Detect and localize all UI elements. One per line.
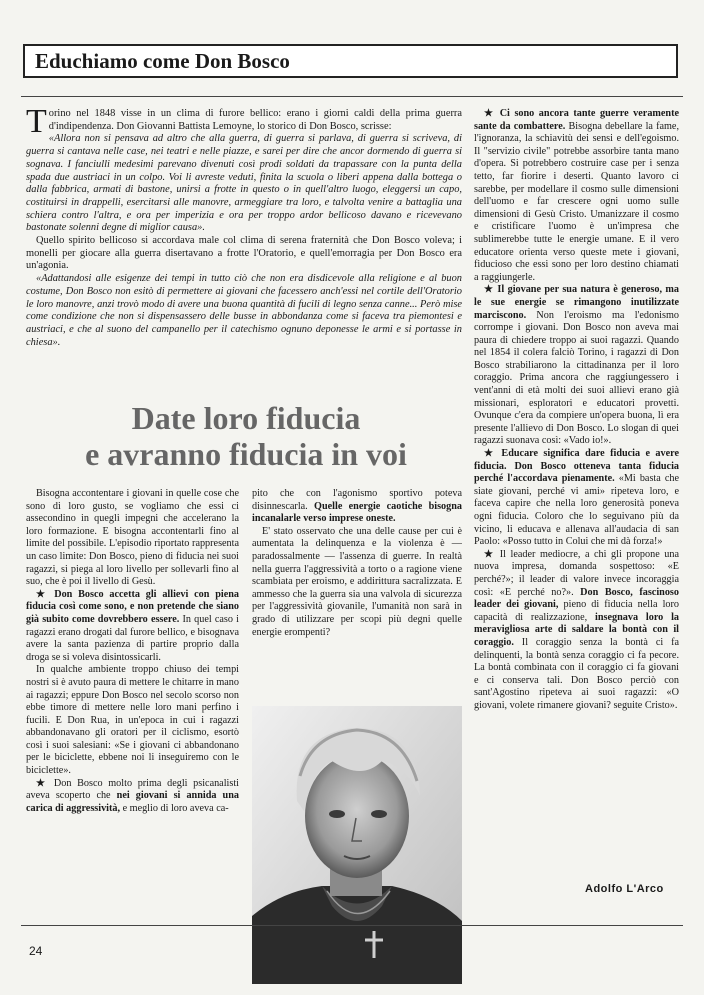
title-box bbox=[23, 44, 678, 78]
star-icon: ★ bbox=[484, 548, 496, 560]
intro-paragraph-1: Torino nel 1848 visse in un clima di furore bellico: erano i giorni caldi della prima guerra d'indipendenza. Don Giovanni Battista Lemoyne, lo storico di Don Bosco, scrisse: bbox=[26, 103, 462, 140]
column-2 bbox=[252, 488, 462, 639]
star-icon: ★ bbox=[484, 284, 494, 296]
headline-line-2: e avranno fiducia in voi bbox=[85, 436, 407, 472]
boy-portrait-photo bbox=[252, 706, 462, 984]
col2-paragraph-1: pito che con l'agonismo sportivo poteva disinnescarla. Quelle energie caotiche bisogna incanalarle verso imprese oneste. bbox=[252, 488, 462, 525]
col1-paragraph-2: ★ Don Bosco accetta gli allievi con piena fiducia così come sono, e non pretende che siano già subito come dovrebbero essere. In quel caso i ragazzi erano drogati dal furore bellico, e bisognava avere la santa pazienza di partire proprio dalla droga se si voleva disintossicarli. bbox=[26, 588, 240, 663]
page-number: 24 bbox=[29, 944, 43, 958]
page-title: Educhiamo come Don Bosco bbox=[35, 49, 290, 73]
intro-quote-1: «Allora non si pensava ad altro che alla guerra, di guerra si parlava, di guerra si scriveva, di guerra si cantava nelle case, nei teatri e nelle piazze, e sarei per dire che ancor dormendo di guerra si sognava. I fanciulli medesimi parevano divenuti così prodi soldati da trapassare con la punta della spada due austriaci in un colpo. Voi li avreste veduti, finita la scuola o liberi appena dalla bottega o dalla fabbrica, armati di bastone, unirsi a frotte in questo o in quell'altro luogo, eleggersi un capo, costituirsi in drappelli, esercitarsi alle manovre, armeggiare tra loro, e talvolta venire a battaglia una schiera contro l'altra, e ora per imperizia e ora per troppo ardor bellicoso davano e ricevevano bastonate solenni degne di miglior causa». bbox=[26, 133, 462, 234]
star-icon: ★ bbox=[484, 108, 496, 119]
col3-paragraph-3: ★ Educare significa dare fiducia e avere fiducia. Don Bosco otteneva tanta fiducia perché l'accordava pienamente. «Mi basta che siate giovani, perché vi ami» ripeteva loro, e faceva capire che nella loro generosità poneva ogni fiducia. Coloro che lo seguivano più da vicino, li educava e allenava all'audacia di san Paolo: «Posso tutto in Colui che mi dà forza!» bbox=[474, 448, 679, 548]
col1-paragraph-1: Bisogna accontentare i giovani in quelle cose che sono di loro gusto, se vogliamo che essi ci assecondino in quegli impegni che accelerano la loro formazione. E bisogna accontentarli fino al limite del possibile. L'episodio riportato rappresenta un caso limite: Don Bosco, pieno di fiducia nei suoi ragazzi, si piega al loro livello per sollevarli fino al suo, che è poi il livello di Gesù. bbox=[26, 488, 239, 588]
col2-paragraph-2: E' stato osservato che una delle cause per cui è aumentata la delinquenza e la violenza è — paradossalmente — l'assenza di guerre. In realtà nella guerra l'aggressività a torto o a ragione viene scambiata per eroismo, e addirittura sacralizzata. E ammesso che la guerra sia una valvola di sicurezza per l'aggressività giovanile, l'umanità non sarà in grado di utilizzare per scopi più degni quelle energie erompenti? bbox=[252, 525, 462, 638]
portrait-image bbox=[252, 706, 462, 984]
intro-quote-2: «Adattandosi alle esigenze dei tempi in tutto ciò che non era disdicevole alla religione e al buon costume, Don Bosco non esitò di permettere ai giovani che facessero anch'essi nel cortile dell'Oratorio le loro manovre, anzi trovò modo di avere una buona quantità di fucili di legno senza canne... Però mise come condizione che non si dispensassero delle busse in abbondanza come si faceva tra piemontesi e austriaci, e che al suono del campanello per il catechismo ognuno deponesse le armi e si portasse in chiesa». bbox=[26, 273, 462, 348]
top-rule bbox=[21, 96, 683, 97]
intro-paragraph-2: Quello spirito bellicoso si accordava male col clima di serena fraternità che Don Bosco voleva; i monelli per giocare alla guerra disertavano a frotte l'Oratorio, e quell'emorragia per Don Bosco era un'agonia. bbox=[26, 235, 462, 272]
col1-paragraph-3: In qualche ambiente troppo chiuso dei tempi nostri si è avuto paura di mettere le chitarre in mano ai ragazzi; eppure Don Bosco nel secolo scorso non ebbe timore di mettere nelle loro mani perfino i fucili. E Don Rua, in un'epoca in cui i ragazzi abbandonavano gli oratori per il ciclismo, esortò così i suoi salesiani: «Se i giovani ci abbandonano per le biciclette, ebbene noi li inseguiremo con le biciclette». bbox=[26, 664, 239, 777]
column-1 bbox=[26, 488, 239, 815]
author-signature: Adolfo L'Arco bbox=[585, 883, 664, 895]
star-icon: ★ bbox=[484, 448, 496, 460]
col3-paragraph-4: ★ Il leader mediocre, a chi gli propone una nuova impresa, domanda sospettoso: «E perché?»; il leader di valore invece incoraggia così: «E perché no?». Don Bosco, fascinoso leader dei giovani, pieno di fiducia nella loro capacità di realizzazione, insegnava loro la meravigliosa arte di saldare la bontà con il coraggio. Il coraggio senza la bontà ci fa delinquenti, la bontà senza coraggio ci fa pecore. La bontà combinata con il coraggio ci fa giovani e ci conserva tali. Don Bosco perciò con sant'Agostino ripeteva ai suoi ragazzi: «O giovani, volete rimanere giovani? seguite Cristo». bbox=[474, 548, 679, 711]
bottom-rule bbox=[21, 925, 683, 926]
star-icon: ★ bbox=[36, 588, 49, 600]
star-icon: ★ bbox=[36, 777, 49, 789]
intro-section bbox=[26, 103, 462, 349]
col3-paragraph-2: ★ Il giovane per sua natura è generoso, ma le sue energie se rimangono inutilizzate marciscono. Non l'eroismo ma l'edonismo corrompe i giovani. Don Bosco non aveva mai paura di chiedere troppo ai suoi ragazzi. Quando nel 1854 il colera falciò Torino, i ragazzi di Don Bosco strabiliarono la cittadinanza per il loro coraggio. Prima ancora che raggiungessero i vent'anni di età molti dei suoi allievi erano già missionari, esploratori e educatori provetti. Ovunque c'era da compiere un'opera buona, lì era presente l'allievo di Don Bosco. Lo slogan di quei ragazzi suonava così: «Vado io!». bbox=[474, 284, 680, 447]
headline-line-1: Date loro fiducia bbox=[131, 400, 361, 436]
col1-paragraph-4: ★ Don Bosco molto prima degli psicanalisti aveva scoperto che nei giovani si annida una carica di aggressività, e meglio di loro aveva ca- bbox=[26, 777, 239, 814]
drop-cap: T bbox=[26, 103, 47, 140]
col3-paragraph-1: ★ Ci sono ancora tante guerre veramente sante da combattere. Bisogna debellare la fame, l'ignoranza, la schiavitù dei sensi e dell'egoismo. Il "servizio civile" potrebbe assorbire tanta mano d'opera. Si potrebbero costruire case per i senza tetto, far fiorire i deserti. Quanto lavoro ci sarebbe, per modellare il cosmo sulle dimensioni dell'uomo e far crescere ogni uomo sulle dimensioni di Gesù Cristo. Umanizzare il cosmo e cristificare l'uomo è un'impresa che sublimerebbe tutte le energie umane. E il vero educatore orienta verso queste mete i giovani, fiducioso che essi sono per loro destino chiamati a raggiungerle. bbox=[474, 108, 680, 283]
headline bbox=[26, 400, 466, 472]
column-3 bbox=[474, 108, 679, 713]
